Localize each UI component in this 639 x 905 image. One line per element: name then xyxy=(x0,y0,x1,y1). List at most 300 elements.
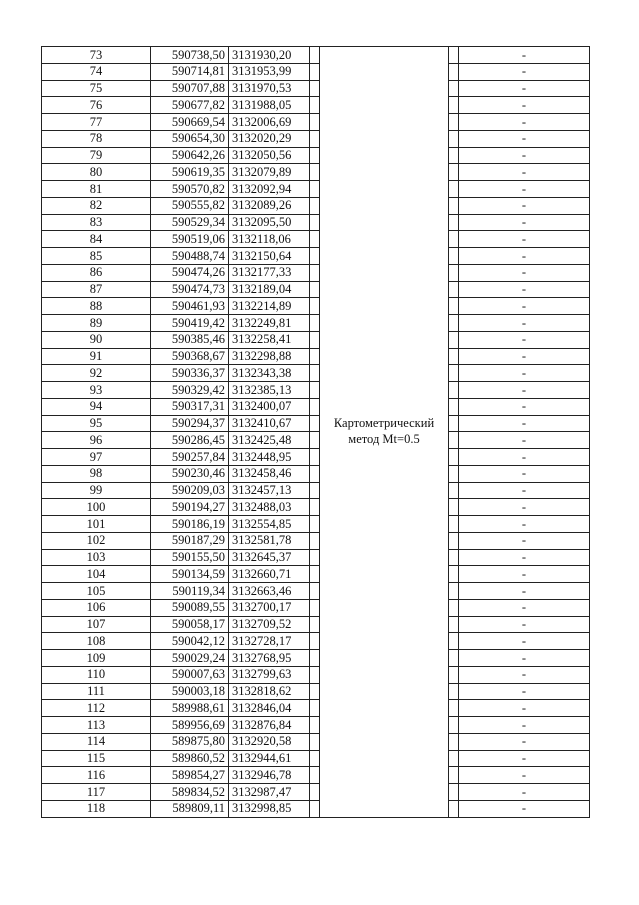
table-row xyxy=(42,650,590,667)
y-coordinate-cell: 3132385,13 xyxy=(229,382,310,399)
note-cell: - xyxy=(459,767,590,784)
table-row xyxy=(42,784,590,801)
empty-cell xyxy=(310,566,320,583)
table-row xyxy=(42,800,590,817)
note-cell: - xyxy=(459,147,590,164)
y-coordinate-cell: 3132118,06 xyxy=(229,231,310,248)
x-coordinate-cell: 590286,45 xyxy=(151,432,229,449)
point-number-cell: 116 xyxy=(42,767,151,784)
point-number-cell: 93 xyxy=(42,382,151,399)
note-cell: - xyxy=(459,516,590,533)
table-row xyxy=(42,700,590,717)
point-number-cell: 103 xyxy=(42,549,151,566)
table-row xyxy=(42,750,590,767)
table-row xyxy=(42,499,590,516)
table-row xyxy=(42,583,590,600)
table-row xyxy=(42,767,590,784)
note-cell: - xyxy=(459,616,590,633)
empty-cell xyxy=(449,63,459,80)
table-row xyxy=(42,97,590,114)
x-coordinate-cell: 590474,26 xyxy=(151,264,229,281)
empty-cell xyxy=(310,63,320,80)
y-coordinate-cell: 3132700,17 xyxy=(229,599,310,616)
x-coordinate-cell: 590029,24 xyxy=(151,650,229,667)
empty-cell xyxy=(449,516,459,533)
empty-cell xyxy=(310,465,320,482)
x-coordinate-cell: 590677,82 xyxy=(151,97,229,114)
point-number-cell: 89 xyxy=(42,315,151,332)
empty-cell xyxy=(310,181,320,198)
point-number-cell: 85 xyxy=(42,248,151,265)
point-number-cell: 113 xyxy=(42,717,151,734)
empty-cell xyxy=(449,298,459,315)
y-coordinate-cell: 3132846,04 xyxy=(229,700,310,717)
empty-cell xyxy=(449,130,459,147)
empty-cell xyxy=(310,583,320,600)
empty-cell xyxy=(449,231,459,248)
empty-cell xyxy=(449,482,459,499)
point-number-cell: 102 xyxy=(42,532,151,549)
empty-cell xyxy=(310,365,320,382)
note-cell: - xyxy=(459,281,590,298)
y-coordinate-cell: 3132092,94 xyxy=(229,181,310,198)
empty-cell xyxy=(449,599,459,616)
note-cell: - xyxy=(459,197,590,214)
note-cell: - xyxy=(459,348,590,365)
table-row xyxy=(42,298,590,315)
y-coordinate-cell: 3132079,89 xyxy=(229,164,310,181)
empty-cell xyxy=(449,97,459,114)
x-coordinate-cell: 590642,26 xyxy=(151,147,229,164)
x-coordinate-cell: 590155,50 xyxy=(151,549,229,566)
table-row xyxy=(42,214,590,231)
table-row xyxy=(42,683,590,700)
point-number-cell: 91 xyxy=(42,348,151,365)
x-coordinate-cell: 589860,52 xyxy=(151,750,229,767)
note-cell: - xyxy=(459,114,590,131)
note-cell: - xyxy=(459,499,590,516)
empty-cell xyxy=(310,281,320,298)
y-coordinate-cell: 3132987,47 xyxy=(229,784,310,801)
empty-cell xyxy=(449,532,459,549)
empty-cell xyxy=(310,80,320,97)
measurement-method-cell: Картометрический метод Mt=0.5 xyxy=(320,47,449,818)
table-row xyxy=(42,549,590,566)
empty-cell xyxy=(310,750,320,767)
x-coordinate-cell: 590385,46 xyxy=(151,331,229,348)
x-coordinate-cell: 590257,84 xyxy=(151,449,229,466)
empty-cell xyxy=(449,784,459,801)
point-number-cell: 101 xyxy=(42,516,151,533)
table-row xyxy=(42,164,590,181)
point-number-cell: 90 xyxy=(42,331,151,348)
point-number-cell: 105 xyxy=(42,583,151,600)
x-coordinate-cell: 590194,27 xyxy=(151,499,229,516)
empty-cell xyxy=(449,733,459,750)
point-number-cell: 110 xyxy=(42,666,151,683)
y-coordinate-cell: 3132944,61 xyxy=(229,750,310,767)
table-row xyxy=(42,197,590,214)
y-coordinate-cell: 3131970,53 xyxy=(229,80,310,97)
note-cell: - xyxy=(459,415,590,432)
empty-cell xyxy=(310,516,320,533)
empty-cell xyxy=(449,47,459,64)
empty-cell xyxy=(310,633,320,650)
point-number-cell: 114 xyxy=(42,733,151,750)
empty-cell xyxy=(310,767,320,784)
table-row xyxy=(42,181,590,198)
x-coordinate-cell: 590419,42 xyxy=(151,315,229,332)
note-cell: - xyxy=(459,181,590,198)
y-coordinate-cell: 3132768,95 xyxy=(229,650,310,667)
point-number-cell: 99 xyxy=(42,482,151,499)
table-row xyxy=(42,717,590,734)
x-coordinate-cell: 590461,93 xyxy=(151,298,229,315)
point-number-cell: 107 xyxy=(42,616,151,633)
y-coordinate-cell: 3132400,07 xyxy=(229,398,310,415)
note-cell: - xyxy=(459,566,590,583)
y-coordinate-cell: 3132095,50 xyxy=(229,214,310,231)
empty-cell xyxy=(310,532,320,549)
table-row xyxy=(42,516,590,533)
x-coordinate-cell: 590707,88 xyxy=(151,80,229,97)
y-coordinate-cell: 3132258,41 xyxy=(229,331,310,348)
note-cell: - xyxy=(459,683,590,700)
x-coordinate-cell: 590007,63 xyxy=(151,666,229,683)
x-coordinate-cell: 590186,19 xyxy=(151,516,229,533)
point-number-cell: 78 xyxy=(42,130,151,147)
empty-cell xyxy=(449,398,459,415)
note-cell: - xyxy=(459,633,590,650)
x-coordinate-cell: 590368,67 xyxy=(151,348,229,365)
empty-cell xyxy=(310,415,320,432)
empty-cell xyxy=(449,465,459,482)
empty-cell xyxy=(449,666,459,683)
note-cell: - xyxy=(459,800,590,817)
y-coordinate-cell: 3132920,58 xyxy=(229,733,310,750)
point-number-cell: 108 xyxy=(42,633,151,650)
y-coordinate-cell: 3132089,26 xyxy=(229,197,310,214)
note-cell: - xyxy=(459,465,590,482)
x-coordinate-cell: 589988,61 xyxy=(151,700,229,717)
point-number-cell: 87 xyxy=(42,281,151,298)
empty-cell xyxy=(310,315,320,332)
point-number-cell: 73 xyxy=(42,47,151,64)
table-row xyxy=(42,281,590,298)
y-coordinate-cell: 3132006,69 xyxy=(229,114,310,131)
table-row xyxy=(42,415,590,432)
x-coordinate-cell: 590738,50 xyxy=(151,47,229,64)
note-cell: - xyxy=(459,733,590,750)
empty-cell xyxy=(449,583,459,600)
note-cell: - xyxy=(459,331,590,348)
point-number-cell: 98 xyxy=(42,465,151,482)
table-row xyxy=(42,248,590,265)
point-number-cell: 97 xyxy=(42,449,151,466)
table-row xyxy=(42,733,590,750)
table-row xyxy=(42,130,590,147)
note-cell: - xyxy=(459,549,590,566)
point-number-cell: 95 xyxy=(42,415,151,432)
coordinates-table-body xyxy=(42,47,590,818)
note-cell: - xyxy=(459,315,590,332)
empty-cell xyxy=(310,298,320,315)
note-cell: - xyxy=(459,482,590,499)
y-coordinate-cell: 3132946,78 xyxy=(229,767,310,784)
empty-cell xyxy=(449,700,459,717)
x-coordinate-cell: 590619,35 xyxy=(151,164,229,181)
note-cell: - xyxy=(459,449,590,466)
y-coordinate-cell: 3132020,29 xyxy=(229,130,310,147)
empty-cell xyxy=(449,248,459,265)
y-coordinate-cell: 3132425,48 xyxy=(229,432,310,449)
empty-cell xyxy=(310,717,320,734)
empty-cell xyxy=(310,549,320,566)
y-coordinate-cell: 3132660,71 xyxy=(229,566,310,583)
note-cell: - xyxy=(459,666,590,683)
table-row xyxy=(42,432,590,449)
note-cell: - xyxy=(459,398,590,415)
empty-cell xyxy=(310,599,320,616)
y-coordinate-cell: 3132150,64 xyxy=(229,248,310,265)
y-coordinate-cell: 3131930,20 xyxy=(229,47,310,64)
point-number-cell: 88 xyxy=(42,298,151,315)
table-row xyxy=(42,348,590,365)
empty-cell xyxy=(310,650,320,667)
table-row xyxy=(42,114,590,131)
empty-cell xyxy=(449,365,459,382)
note-cell: - xyxy=(459,532,590,549)
empty-cell xyxy=(449,616,459,633)
y-coordinate-cell: 3132457,13 xyxy=(229,482,310,499)
table-row xyxy=(42,566,590,583)
x-coordinate-cell: 590570,82 xyxy=(151,181,229,198)
y-coordinate-cell: 3132488,03 xyxy=(229,499,310,516)
x-coordinate-cell: 590519,06 xyxy=(151,231,229,248)
empty-cell xyxy=(310,449,320,466)
x-coordinate-cell: 590089,55 xyxy=(151,599,229,616)
empty-cell xyxy=(310,382,320,399)
coordinates-table xyxy=(41,46,590,818)
x-coordinate-cell: 590555,82 xyxy=(151,197,229,214)
point-number-cell: 117 xyxy=(42,784,151,801)
x-coordinate-cell: 590294,37 xyxy=(151,415,229,432)
empty-cell xyxy=(449,382,459,399)
x-coordinate-cell: 590230,46 xyxy=(151,465,229,482)
note-cell: - xyxy=(459,583,590,600)
y-coordinate-cell: 3132818,62 xyxy=(229,683,310,700)
table-row xyxy=(42,465,590,482)
table-row xyxy=(42,80,590,97)
table-row xyxy=(42,47,590,64)
point-number-cell: 112 xyxy=(42,700,151,717)
y-coordinate-cell: 3132998,85 xyxy=(229,800,310,817)
empty-cell xyxy=(310,348,320,365)
empty-cell xyxy=(310,432,320,449)
empty-cell xyxy=(449,633,459,650)
x-coordinate-cell: 590329,42 xyxy=(151,382,229,399)
point-number-cell: 118 xyxy=(42,800,151,817)
note-cell: - xyxy=(459,784,590,801)
empty-cell xyxy=(310,800,320,817)
empty-cell xyxy=(449,114,459,131)
empty-cell xyxy=(310,130,320,147)
point-number-cell: 82 xyxy=(42,197,151,214)
empty-cell xyxy=(310,47,320,64)
point-number-cell: 115 xyxy=(42,750,151,767)
table-row xyxy=(42,365,590,382)
empty-cell xyxy=(310,248,320,265)
note-cell: - xyxy=(459,264,590,281)
y-coordinate-cell: 3132050,56 xyxy=(229,147,310,164)
point-number-cell: 79 xyxy=(42,147,151,164)
empty-cell xyxy=(310,197,320,214)
x-coordinate-cell: 590488,74 xyxy=(151,248,229,265)
x-coordinate-cell: 590714,81 xyxy=(151,63,229,80)
empty-cell xyxy=(449,650,459,667)
empty-cell xyxy=(310,114,320,131)
note-cell: - xyxy=(459,80,590,97)
note-cell: - xyxy=(459,750,590,767)
table-row xyxy=(42,147,590,164)
point-number-cell: 106 xyxy=(42,599,151,616)
y-coordinate-cell: 3132876,84 xyxy=(229,717,310,734)
table-row xyxy=(42,382,590,399)
note-cell: - xyxy=(459,164,590,181)
point-number-cell: 86 xyxy=(42,264,151,281)
x-coordinate-cell: 589854,27 xyxy=(151,767,229,784)
point-number-cell: 94 xyxy=(42,398,151,415)
note-cell: - xyxy=(459,382,590,399)
empty-cell xyxy=(310,683,320,700)
empty-cell xyxy=(449,264,459,281)
x-coordinate-cell: 590336,37 xyxy=(151,365,229,382)
note-cell: - xyxy=(459,650,590,667)
note-cell: - xyxy=(459,97,590,114)
table-row xyxy=(42,264,590,281)
empty-cell xyxy=(449,147,459,164)
note-cell: - xyxy=(459,365,590,382)
empty-cell xyxy=(449,331,459,348)
empty-cell xyxy=(449,432,459,449)
x-coordinate-cell: 590119,34 xyxy=(151,583,229,600)
empty-cell xyxy=(449,549,459,566)
empty-cell xyxy=(310,482,320,499)
x-coordinate-cell: 590669,54 xyxy=(151,114,229,131)
empty-cell xyxy=(449,800,459,817)
y-coordinate-cell: 3132410,67 xyxy=(229,415,310,432)
note-cell: - xyxy=(459,717,590,734)
empty-cell xyxy=(310,97,320,114)
y-coordinate-cell: 3132799,63 xyxy=(229,666,310,683)
empty-cell xyxy=(449,348,459,365)
y-coordinate-cell: 3131988,05 xyxy=(229,97,310,114)
point-number-cell: 80 xyxy=(42,164,151,181)
empty-cell xyxy=(449,750,459,767)
table-row xyxy=(42,532,590,549)
x-coordinate-cell: 590003,18 xyxy=(151,683,229,700)
point-number-cell: 92 xyxy=(42,365,151,382)
empty-cell xyxy=(449,197,459,214)
table-row xyxy=(42,482,590,499)
x-coordinate-cell: 590317,31 xyxy=(151,398,229,415)
empty-cell xyxy=(310,231,320,248)
empty-cell xyxy=(449,415,459,432)
note-cell: - xyxy=(459,231,590,248)
x-coordinate-cell: 590187,29 xyxy=(151,532,229,549)
table-row xyxy=(42,449,590,466)
empty-cell xyxy=(310,784,320,801)
y-coordinate-cell: 3132189,04 xyxy=(229,281,310,298)
point-number-cell: 100 xyxy=(42,499,151,516)
empty-cell xyxy=(449,315,459,332)
empty-cell xyxy=(310,700,320,717)
table-row xyxy=(42,633,590,650)
empty-cell xyxy=(310,616,320,633)
x-coordinate-cell: 590042,12 xyxy=(151,633,229,650)
note-cell: - xyxy=(459,47,590,64)
point-number-cell: 104 xyxy=(42,566,151,583)
empty-cell xyxy=(310,666,320,683)
point-number-cell: 81 xyxy=(42,181,151,198)
y-coordinate-cell: 3132645,37 xyxy=(229,549,310,566)
y-coordinate-cell: 3132448,95 xyxy=(229,449,310,466)
point-number-cell: 109 xyxy=(42,650,151,667)
y-coordinate-cell: 3131953,99 xyxy=(229,63,310,80)
point-number-cell: 74 xyxy=(42,63,151,80)
point-number-cell: 76 xyxy=(42,97,151,114)
y-coordinate-cell: 3132709,52 xyxy=(229,616,310,633)
coordinate-sheet xyxy=(41,46,590,818)
x-coordinate-cell: 590134,59 xyxy=(151,566,229,583)
note-cell: - xyxy=(459,700,590,717)
point-number-cell: 84 xyxy=(42,231,151,248)
table-row xyxy=(42,331,590,348)
empty-cell xyxy=(449,214,459,231)
y-coordinate-cell: 3132458,46 xyxy=(229,465,310,482)
table-row xyxy=(42,398,590,415)
empty-cell xyxy=(449,499,459,516)
x-coordinate-cell: 589956,69 xyxy=(151,717,229,734)
y-coordinate-cell: 3132214,89 xyxy=(229,298,310,315)
x-coordinate-cell: 590654,30 xyxy=(151,130,229,147)
empty-cell xyxy=(449,164,459,181)
table-row xyxy=(42,599,590,616)
x-coordinate-cell: 589875,80 xyxy=(151,733,229,750)
empty-cell xyxy=(449,449,459,466)
empty-cell xyxy=(449,80,459,97)
empty-cell xyxy=(310,214,320,231)
note-cell: - xyxy=(459,432,590,449)
y-coordinate-cell: 3132728,17 xyxy=(229,633,310,650)
empty-cell xyxy=(310,264,320,281)
empty-cell xyxy=(449,566,459,583)
table-row xyxy=(42,315,590,332)
x-coordinate-cell: 590209,03 xyxy=(151,482,229,499)
empty-cell xyxy=(310,164,320,181)
note-cell: - xyxy=(459,214,590,231)
empty-cell xyxy=(449,767,459,784)
table-row xyxy=(42,231,590,248)
table-row xyxy=(42,63,590,80)
note-cell: - xyxy=(459,130,590,147)
point-number-cell: 83 xyxy=(42,214,151,231)
x-coordinate-cell: 590474,73 xyxy=(151,281,229,298)
empty-cell xyxy=(310,398,320,415)
y-coordinate-cell: 3132554,85 xyxy=(229,516,310,533)
y-coordinate-cell: 3132177,33 xyxy=(229,264,310,281)
table-row xyxy=(42,616,590,633)
